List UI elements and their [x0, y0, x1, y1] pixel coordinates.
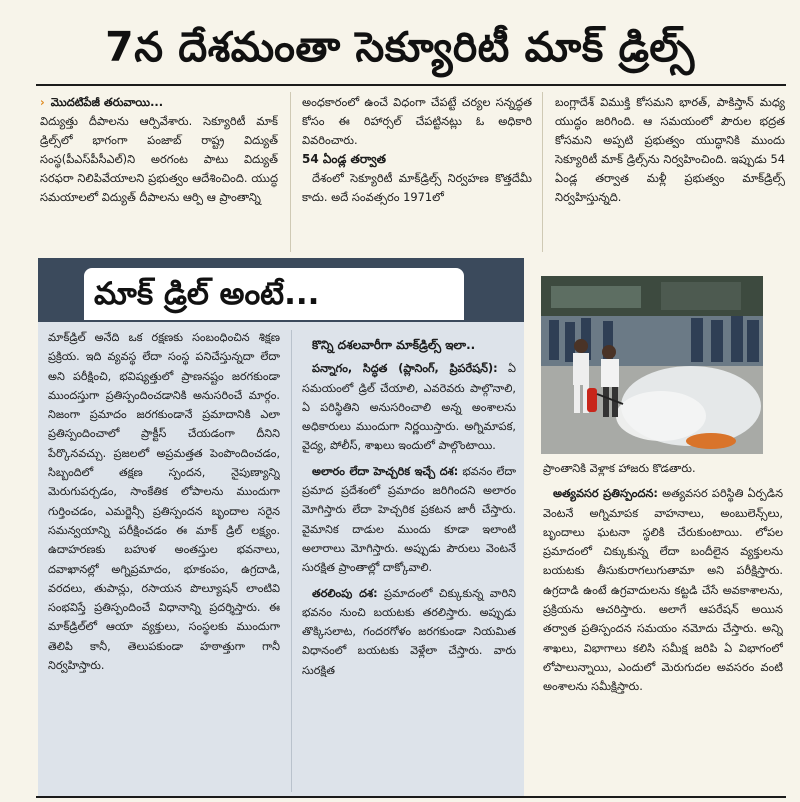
article-column-3: [555, 93, 785, 253]
explainer-column-2: [302, 328, 516, 792]
column-divider: [542, 92, 543, 252]
step-evacuation: తరలింపు దశ: ప్రమాదంలో చిక్కుకున్న వారిని భవనం నుంచి బయటకు తరలిస్తారు. అప్పుడు తొక్కిసలాట, గందరగోళం జరగకుండా నియమిత విధానంలో బయటకు వెళ్లేలా చేస్తారు. వారు సురక్షిత: [302, 586, 516, 677]
article-text-col2-p2: దేశంలో సెక్యూరిటీ మాక్‌డ్రిల్స్ నిర్వహణ కొత్తదేమీ కాదు. అదే సంవత్సరం 1971లో: [302, 171, 532, 204]
right-text-caption: ప్రాంతానికి వెళ్లాక హాజరు కొడతారు.: [543, 462, 696, 475]
photo-window: [661, 282, 741, 310]
headline: 7న దేశమంతా సెక్యూరిటీ మాక్ డ్రిల్స్: [105, 23, 695, 71]
explainer-banner: [38, 258, 524, 322]
fire-extinguisher-icon: [587, 388, 597, 412]
right-column: [543, 459, 783, 793]
column-divider: [290, 92, 291, 252]
fire-icon: [686, 433, 736, 449]
column-divider: [291, 330, 292, 792]
article-column-2: [302, 93, 532, 253]
continued-label: › మొదటిపేజీ తరువాయి...: [40, 95, 164, 109]
banner-title: మాక్ డ్రిల్ అంటే...: [94, 276, 320, 312]
article-text-col2-p1: అంధకారంలో ఉంచే విధంగా చేపట్టే చర్యల సన్నద్ధత కోసం ఈ రిహార్సల్ చేపట్టినట్లు ఓ అధికారి వివరించారు.: [302, 95, 532, 147]
explainer-text-col1: మాక్‌డ్రిల్ అనేది ఒక రక్షణకు సంబంధించిన శిక్షణ ప్రక్రియ. ఇది వ్యవస్థ లేదా సంస్థ పనిచేస్తున్నదా లేదా అని పరీక్షించి, భవిష్యత్తులో ప్రాణనష్టం జరగకుండా ముందస్తుగా ప్రతిస్పందించడానికి అనుసరించే మార్గం. నిజంగా ప్రమాదం జరగకుండానే ప్రమాదానికి ఎలా ప్రతిస్పందించాలో ప్రాక్టీస్ చేయడంగా దీనిని పేర్కొనవచ్చు. ప్రజలలో అప్రమత్తత పెంపొందించడం, సిబ్బందిలో తక్షణ స్పందన, నైపుణ్యాన్ని మెరుగుపర్చడం, సాంకేతిక లోపాలను ముందుగా గుర్తించడం, ఎమర్జెన్సీ ప్రతిస్పందన బృందాల సరైన సమన్వయాన్ని పరీక్షించడం ఈ మాక్ డ్రిల్ లక్ష్యం. ఉదాహరణకు బహుళ అంతస్తుల భవనాలు, దవాఖానల్లో అగ్నిప్రమాదం, భూకంపం, ఉగ్రదాడి, వరదలు, తుపాన్లు, రసాయన పొల్యూషన్ లాంటివి సంభవిస్తే ప్రతిస్పందించే విధానాన్ని ప్రదర్శిస్తారు. ఈ మాక్‌డ్రిల్‌లో ఆయా వ్యక్తులు, సంస్థలకు ముందుగా తెలిపి కానీ, తెలుపకుండా హఠాత్తుగా గానీ నిర్వహిస్తారు.: [48, 331, 280, 673]
steps-subhead: కొన్ని దశలవారీగా మాక్‌డ్రిల్స్ ఇలా..: [312, 338, 476, 352]
step-planning: పన్నాగం, సిద్ధత (ప్లానింగ్, ప్రిపరేషన్): ఏ సమయంలో డ్రిల్ చేయాలి, ఎవరెవరు పాల్గొనాలి, ఏ పరిస్థితిని అనుసరించాలి అన్న అంశాలను అధికారులు ముందుగా నిర్ణయిస్తారు. అగ్నిమాపక, వైద్య, పోలీస్, శాఖలు ఇందులో పాల్గొంటాయి.: [302, 362, 516, 453]
mock-drill-photo: [541, 276, 763, 454]
step-emergency-response: అత్యవసర ప్రతిస్పందన: అత్యవసర పరిస్థితి ఏర్పడిన వెంటనే అగ్నిమాపక వాహనాలు, అంబులెన్స్‌లు, బృందాలు ఘటనా స్థలికి చేరుకుంటాయి. లోపల ప్రమాదంలో చిక్కుకున్న లేదా బందీలైన వ్యక్తులను బయటకు తీసుకురాగలుగుతామా అని పరీక్షిస్తారు. ఉగ్రదాడి ఉంటే ఉగ్రవాదులను కట్టడి చేసే అవకాశాలను, ప్రక్రియను ఆచరిస్తారు. అలాగే ఆపరేషన్ అయిన తర్వాత ప్రతిస్పందన సమయం నమోదు చేస్తారు. అన్ని శాఖలు, విభాగాలు కలిసి సమీక్ష జరిపి ఏ విభాగంలో లోపాలున్నాయి, ఎందులో మెరుగుదల అవసరం వంటి అంశాలను సమీక్షిస్తారు.: [543, 487, 783, 694]
article-column-1: [40, 93, 278, 253]
chevron-right-icon: ›: [40, 95, 45, 109]
article-text-col1: విద్యుత్తు దీపాలను ఆర్పివేశారు. సెక్యూరిటీ మాక్ డ్రిల్స్‌లో భాగంగా పంజాబ్ రాష్ట్ర విద్యుత్ సంస్థ(పీఎస్‌పీసీఎల్)ని అరగంట పాటు విద్యుత్ సరఫరా నిలిపివేయాలని ప్రభుత్వం ఆదేశించింది. యుద్ధ సమయాలలో విద్యుత్ దీపాలను ఆర్పి ఆ ప్రాంతాన్ని: [40, 114, 278, 204]
photo-window: [551, 286, 641, 308]
extinguisher-smoke: [616, 391, 706, 441]
bottom-rule: [36, 796, 786, 798]
headline-rule: [36, 84, 786, 86]
explainer-column-1: [48, 328, 280, 792]
section-subhead-54-years: 54 ఏండ్ల తర్వాత: [302, 152, 386, 166]
article-text-col3: బంగ్లాదేశ్ విముక్తి కోసమని భారత్, పాకిస్తాన్ మధ్య యుద్ధం జరిగింది. ఆ సమయంలో పౌరుల భద్రత కోసమని అప్పటి ప్రభుత్వం యుద్ధానికి ముందు సెక్యూరిటీ మాక్ డ్రిల్స్‌ను నిర్వహించింది. ఇప్పుడు 54 ఏండ్ల తర్వాత మళ్లీ ప్రభుత్వం మాక్‌డ్రిల్స్ నిర్వహిస్తున్నది.: [555, 95, 785, 204]
step-alarm: అలారం లేదా హెచ్చరిక ఇచ్చే దశ: భవనం లేదా ప్రమాద ప్రదేశంలో ప్రమాదం జరిగిందని అలారం మోగిస్తారు లేదా హెచ్చరిక ప్రకటన జారీ చేస్తారు. వైమానిక దాడుల ముందు కూడా ఇలాంటి అలారాలు మోగిస్తారు. అప్పుడు పౌరులు వెంటనే సురక్షిత ప్రాంతాల్లో దాక్కోవాలి.: [302, 464, 516, 575]
